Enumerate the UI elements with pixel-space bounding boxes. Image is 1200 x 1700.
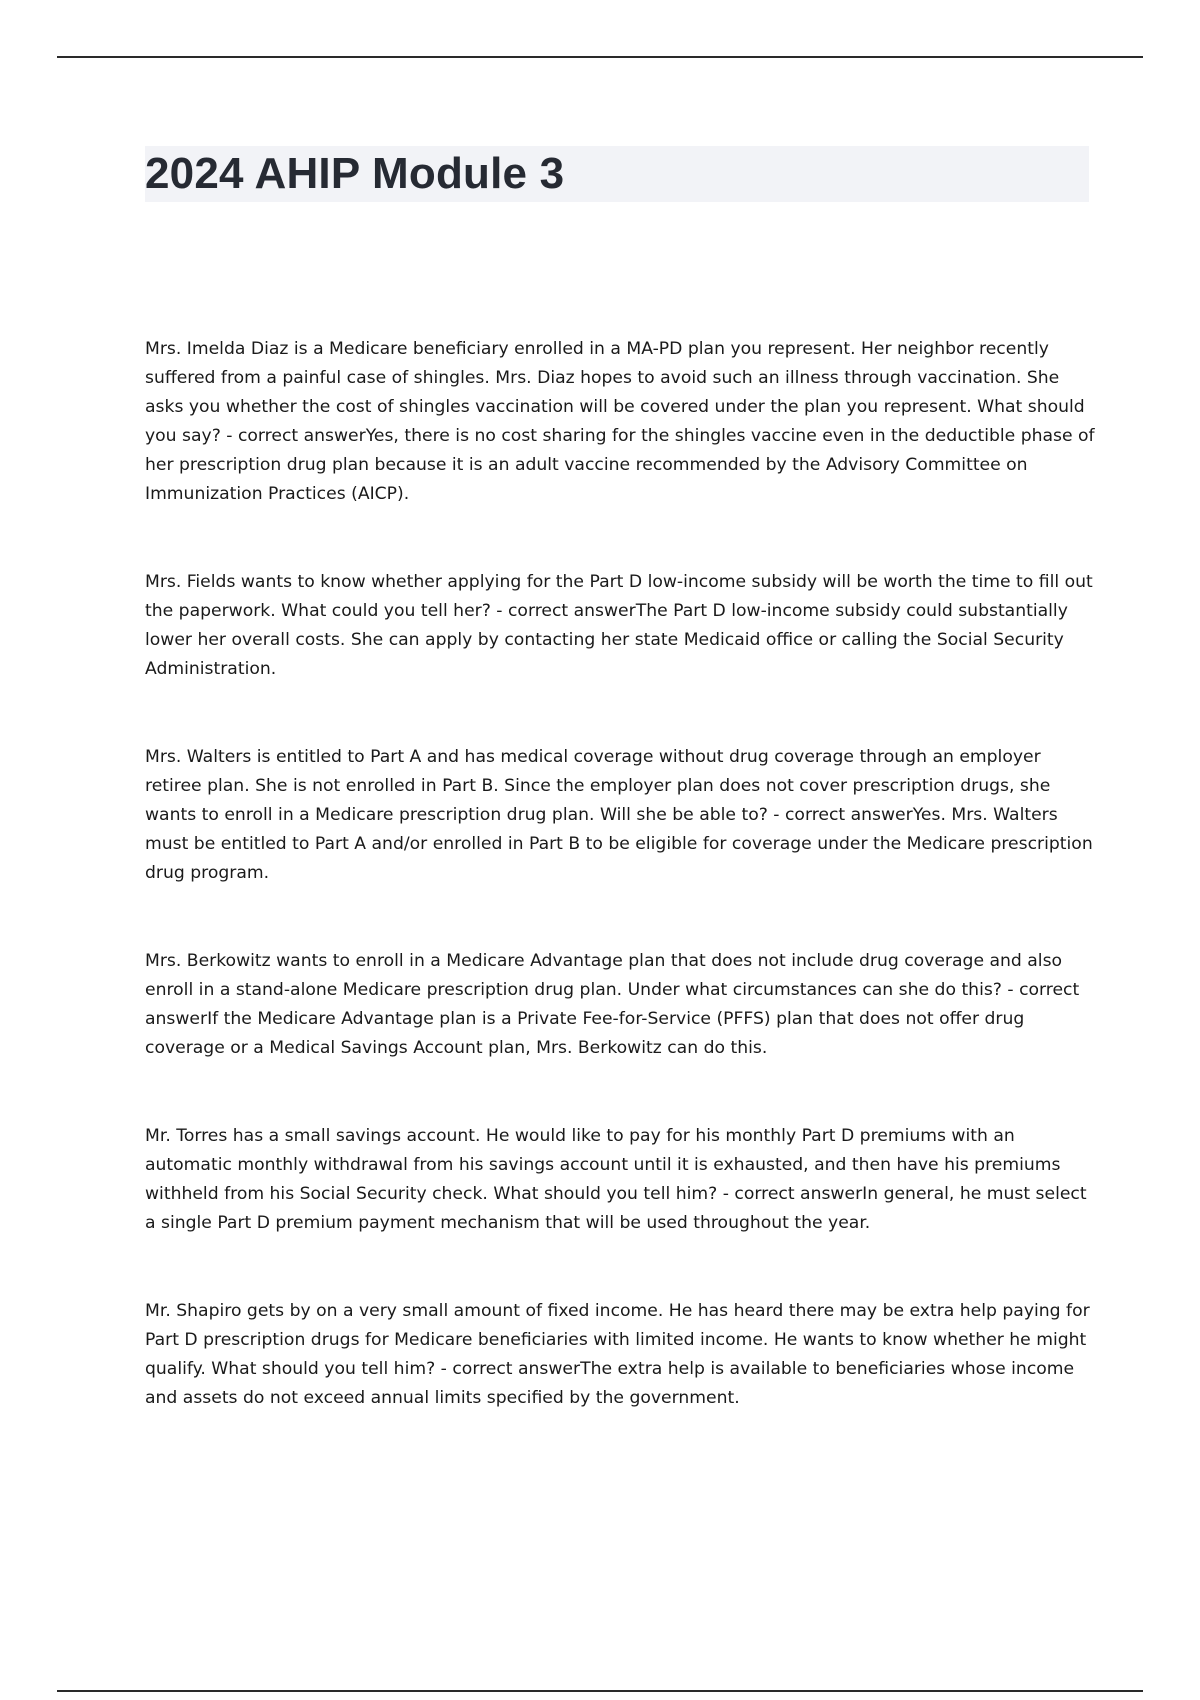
qa-list xyxy=(145,335,1095,1472)
qa-item xyxy=(145,1122,1095,1238)
qa-question: Mrs. Fields wants to know whether applying for the Part D low-income subsidy will be worth the time to fill out the paperwork. What could you tell her? xyxy=(145,572,1093,621)
qa-answer: In general, he must select a single Part D premium payment mechanism that will be used throughout the year. xyxy=(145,1184,1087,1233)
page-title: 2024 AHIP Module 3 xyxy=(145,149,565,198)
qa-question: Mr. Shapiro gets by on a very small amount of fixed income. He has heard there may be extra help paying for Part D prescription drugs for Medicare beneficiaries with limited income. He wants to know whether he might qualify. What should you tell him? xyxy=(145,1301,1090,1379)
qa-question: Mrs. Imelda Diaz is a Medicare beneficiary enrolled in a MA-PD plan you represent. Her neighbor recently suffered from a painful case of shingles. Mrs. Diaz hopes to avoid such an illness through vaccination. She asks you whether the cost of shingles vaccination will be covered under the plan you represent. What should you say? xyxy=(145,339,1085,446)
qa-separator: - correct answer xyxy=(220,426,366,446)
qa-answer: Yes. Mrs. Walters must be entitled to Part A and/or enrolled in Part B to be eligible for coverage under the Medicare prescription drug program. xyxy=(145,805,1093,883)
qa-separator: - correct answer xyxy=(717,1184,863,1204)
qa-question: Mrs. Berkowitz wants to enroll in a Medicare Advantage plan that does not include drug coverage and also enroll in a stand-alone Medicare prescription drug plan. Under what circumstances can she do this? xyxy=(145,951,1063,1000)
qa-separator: - correct answer xyxy=(490,601,636,621)
qa-answer: Yes, there is no cost sharing for the shingles vaccine even in the deductible phase of her prescription drug plan because it is an adult vaccine recommended by the Advisory Committee on Immunization Practices (AICP). xyxy=(145,426,1095,504)
qa-item xyxy=(145,335,1095,509)
bottom-rule xyxy=(57,1690,1143,1692)
qa-separator: - correct answer xyxy=(767,805,913,825)
qa-item xyxy=(145,947,1095,1063)
qa-answer: If the Medicare Advantage plan is a Private Fee-for-Service (PFFS) plan that does not offer drug coverage or a Medical Savings Account plan, Mrs. Berkowitz can do this. xyxy=(145,1009,1025,1058)
qa-separator: - correct answer xyxy=(145,980,1080,1029)
qa-answer: The Part D low-income subsidy could substantially lower her overall costs. She can apply by contacting her state Medicaid office or calling the Social Security Administration. xyxy=(145,601,1068,679)
qa-answer: The extra help is available to beneficiaries whose income and assets do not exceed annual limits specified by the government. xyxy=(145,1359,1075,1408)
qa-item xyxy=(145,1297,1095,1413)
qa-question: Mr. Torres has a small savings account. He would like to pay for his monthly Part D premiums with an automatic monthly withdrawal from his savings account until it is exhausted, and then have his premiums withheld from his Social Security check. What should you tell him? xyxy=(145,1126,1061,1204)
top-rule xyxy=(57,56,1143,58)
qa-question: Mrs. Walters is entitled to Part A and has medical coverage without drug coverage through an employer retiree plan. She is not enrolled in Part B. Since the employer plan does not cover prescription drugs, she wants to enroll in a Medicare prescription drug plan. Will she be able to? xyxy=(145,747,1051,825)
qa-item xyxy=(145,568,1095,684)
qa-item xyxy=(145,743,1095,888)
qa-separator: - correct answer xyxy=(435,1359,581,1379)
